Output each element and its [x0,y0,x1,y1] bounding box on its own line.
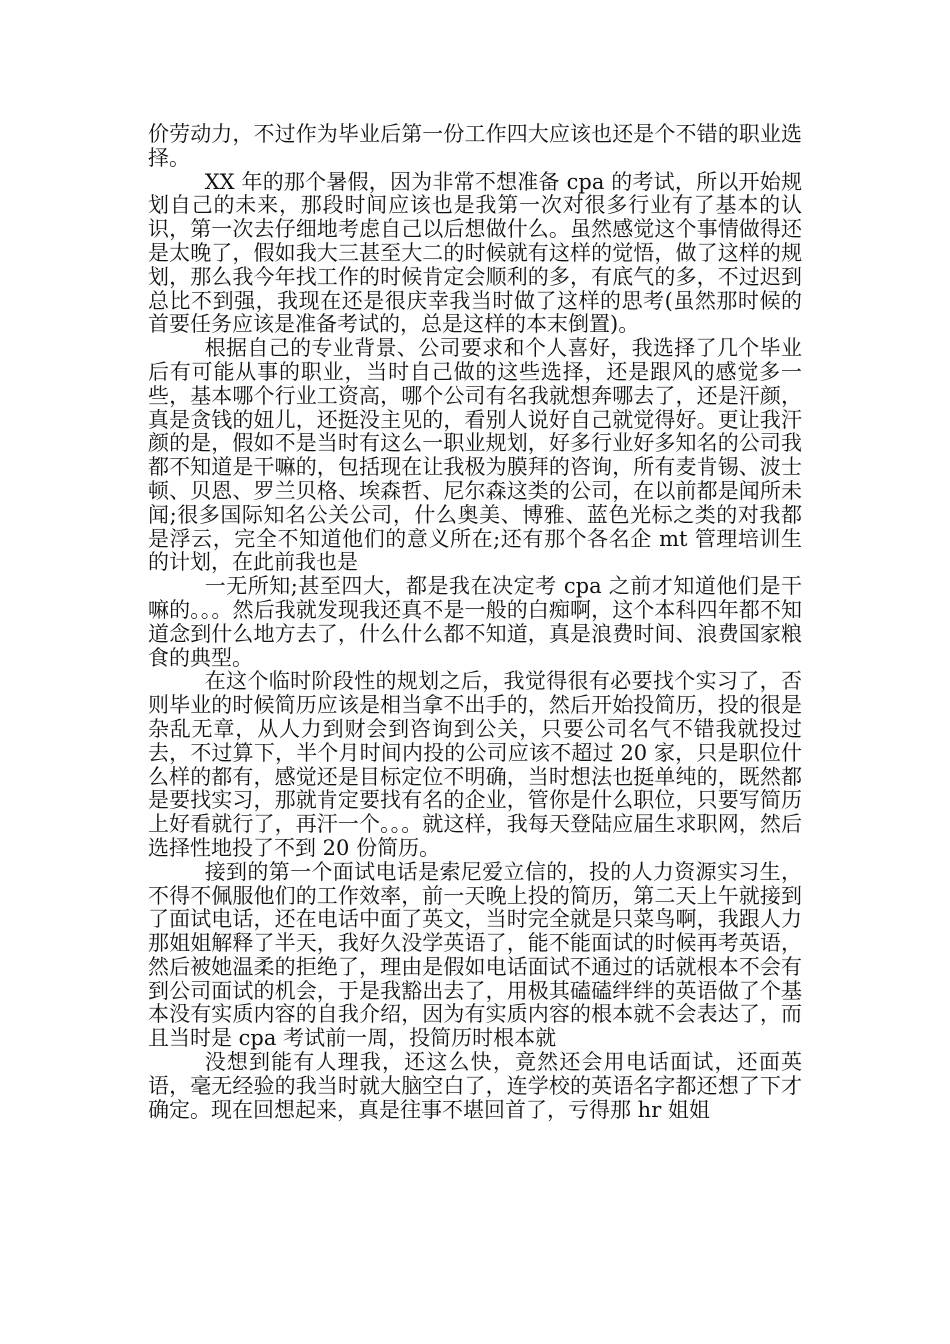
paragraph: 没想到能有人理我，还这么快，竟然还会用电话面试，还面英语，毫无经验的我当时就大脑空白了，连学校的英语名字都还想了下才确定。现在回想起来，真是往事不堪回首了，亏得那 hr 姐姐 [148,1050,802,1122]
paragraph: 接到的第一个面试电话是索尼爱立信的，投的人力资源实习生，不得不佩服他们的工作效率，前一天晚上投的简历，第二天上午就接到了面试电话，还在电话中面了英文，当时完全就是只菜鸟啊，我跟人力那姐姐解释了半天，我好久没学英语了，能不能面试的时候再考英语，然后被她温柔的拒绝了，理由是假如电话面试不通过的话就根本不会有到公司面试的机会，于是我豁出去了，用极其磕磕绊绊的英语做了个基本没有实质内容的自我介绍，因为有实质内容的根本就不会表达了，而且当时是 cpa 考试前一周，投简历时根本就 [148,859,802,1051]
paragraph: 一无所知;甚至四大，都是我在决定考 cpa 之前才知道他们是干嘛的。。。然后我就发现我还真不是一般的白痴啊，这个本科四年都不知道念到什么地方去了，什么什么都不知道，真是浪费时间、浪费国家粮食的典型。 [148,574,802,670]
paragraph: 价劳动力，不过作为毕业后第一份工作四大应该也还是个不错的职业选择。 [148,122,802,170]
paragraph: 根据自己的专业背景、公司要求和个人喜好，我选择了几个毕业后有可能从事的职业，当时自己做的这些选择，还是跟风的感觉多一些，基本哪个行业工资高，哪个公司有名我就想奔哪去了，还是汗颜，真是贪钱的妞儿，还挺没主见的，看别人说好自己就觉得好。更让我汗颜的是，假如不是当时有这么一职业规划，好多行业好多知名的公司我都不知道是干嘛的，包括现在让我极为膜拜的咨询，所有麦肯锡、波士顿、贝恩、罗兰贝格、埃森哲、尼尔森这类的公司，在以前都是闻所未闻;很多国际知名公关公司，什么奥美、博雅、蓝色光标之类的对我都是浮云，完全不知道他们的意义所在;还有那个各名企 mt 管理培训生的计划，在此前我也是 [148,336,802,575]
paragraph: 在这个临时阶段性的规划之后，我觉得很有必要找个实习了，否则毕业的时候简历应该是相当拿不出手的，然后开始投简历，投的很是杂乱无章，从人力到财会到咨询到公关，只要公司名气不错我就投过去，不过算下，半个月时间内投的公司应该不超过 20 家，只是职位什么样的都有，感觉还是目标定位不明确，当时想法也挺单纯的，既然都是要找实习，那就肯定要找有名的企业，管你是什么职位，只要写简历上好看就行了，再汗一个。。。就这样，我每天登陆应届生求职网，然后选择性地投了不到 20 份简历。 [148,669,802,860]
document-body [148,123,802,1122]
paragraph: XX 年的那个暑假，因为非常不想准备 cpa 的考试，所以开始规划自己的未来，那段时间应该也是我第一次对很多行业有了基本的认识，第一次去仔细地考虑自己以后想做什么。虽然感觉这个事情做得还是太晚了，假如我大三甚至大二的时候就有这样的觉悟，做了这样的规划，那么我今年找工作的时候肯定会顺利的多，有底气的多，不过迟到总比不到强，我现在还是很庆幸我当时做了这样的思考(虽然那时候的首要任务应该是准备考试的，总是这样的本末倒置)。 [148,169,802,337]
